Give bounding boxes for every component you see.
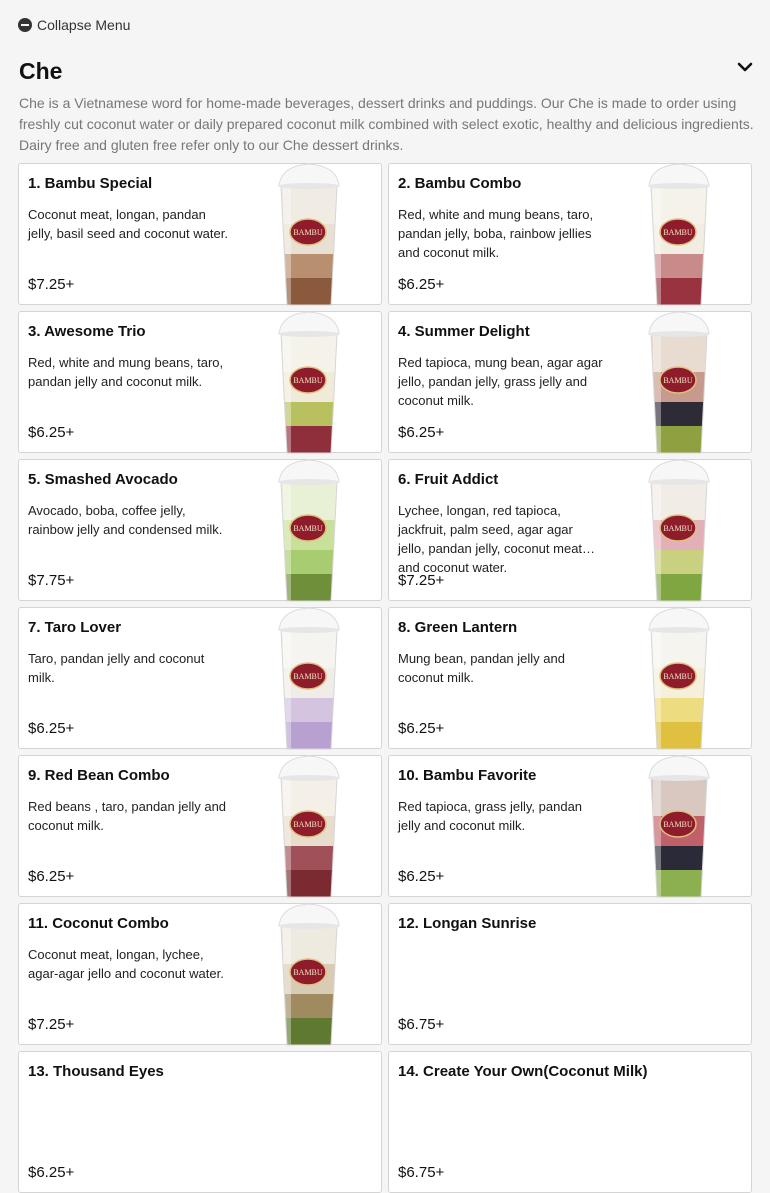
svg-text:BAMBU: BAMBU <box>293 376 323 385</box>
menu-item-price: $6.25+ <box>28 424 75 441</box>
menu-item-ingredients: Mung bean, pandan jelly and coconut milk. <box>398 651 565 685</box>
menu-item-card[interactable] <box>388 755 752 897</box>
menu-item-card[interactable] <box>388 903 752 1045</box>
drink-cup-image <box>629 606 729 751</box>
svg-text:BAMBU: BAMBU <box>663 228 693 237</box>
drink-cup-image <box>629 162 729 307</box>
menu-item-card[interactable] <box>388 459 752 601</box>
menu-item-price: $7.25+ <box>398 572 445 589</box>
drink-cup-image <box>629 458 729 603</box>
svg-text:BAMBU: BAMBU <box>293 228 323 237</box>
category-description: Che is a Vietnamese word for home-made beverages, dessert drinks and puddings. Our Che is made to order using freshly cut coconut water or daily prepared coconut milk combined with select exotic, healthy and delicious ingredients. Dairy free and gluten free refer only to our Che dessert drinks. <box>19 95 754 153</box>
drink-cup-image <box>259 606 359 751</box>
menu-item-ingredients: Lychee, longan, red tapioca, jackfruit, palm seed, agar agar jello, pandan jelly, coconut meat and coconut water. <box>398 503 583 575</box>
menu-item-price: $6.25+ <box>28 868 75 885</box>
menu-item-price: $6.75+ <box>398 1016 445 1033</box>
drink-cup-image <box>259 310 359 455</box>
menu-item-card[interactable] <box>18 1051 382 1193</box>
minus-circle-icon <box>18 18 32 32</box>
menu-item-name: 3. Awesome Trio <box>28 323 146 340</box>
menu-item-card[interactable] <box>18 903 382 1045</box>
svg-text:BAMBU: BAMBU <box>293 672 323 681</box>
menu-item-ingredients: Red tapioca, mung bean, agar agar jello, pandan jelly, grass jelly and coconut milk. <box>398 355 603 408</box>
category-title: Che <box>19 58 63 84</box>
menu-item-price: $7.25+ <box>28 276 75 293</box>
menu-item-name: 5. Smashed Avocado <box>28 471 178 488</box>
menu-item-price: $7.25+ <box>28 1016 75 1033</box>
menu-item-ingredients: Avocado, boba, coffee jelly, rainbow jelly and condensed milk. <box>28 503 223 537</box>
menu-item-price: $6.25+ <box>28 1164 75 1181</box>
svg-text:BAMBU: BAMBU <box>293 820 323 829</box>
chevron-down-icon[interactable] <box>735 60 755 74</box>
menu-item-card[interactable] <box>18 459 382 601</box>
collapse-menu-label: Collapse Menu <box>37 17 131 33</box>
menu-item-ingredients: Red tapioca, grass jelly, pandan jelly and coconut milk. <box>398 799 583 833</box>
menu-item-ingredients: Taro, pandan jelly and coconut milk. <box>28 651 205 685</box>
menu-item-ingredients: Red, white and mung beans, taro, pandan jelly, boba, rainbow jellies and coconut milk. <box>398 207 594 260</box>
drink-cup-image <box>629 310 729 455</box>
drink-cup-image <box>259 902 359 1047</box>
menu-item-name: 6. Fruit Addict <box>398 471 499 488</box>
menu-item-price: $6.75+ <box>398 1164 445 1181</box>
menu-item-name: 4. Summer Delight <box>398 323 530 340</box>
menu-item-price: $6.25+ <box>398 868 445 885</box>
menu-item-card[interactable] <box>388 1051 752 1193</box>
svg-text:BAMBU: BAMBU <box>293 968 323 977</box>
svg-text:BAMBU: BAMBU <box>663 524 693 533</box>
menu-item-ingredients: Coconut meat, longan, lychee, agar-agar jello and coconut water. <box>28 947 224 981</box>
drink-cup-image <box>259 754 359 899</box>
menu-item-card[interactable] <box>18 311 382 453</box>
menu-item-name: 2. Bambu Combo <box>398 175 522 192</box>
menu-item-card[interactable] <box>18 163 382 305</box>
menu-item-card[interactable] <box>388 311 752 453</box>
menu-item-name: 12. Longan Sunrise <box>398 915 537 932</box>
svg-text:BAMBU: BAMBU <box>663 672 693 681</box>
menu-item-card[interactable] <box>18 755 382 897</box>
drink-cup-image <box>259 162 359 307</box>
menu-item-name: 13. Thousand Eyes <box>28 1063 164 1080</box>
svg-text:BAMBU: BAMBU <box>663 820 693 829</box>
menu-item-name: 9. Red Bean Combo <box>28 767 170 784</box>
svg-text:BAMBU: BAMBU <box>663 376 693 385</box>
menu-items-grid <box>18 163 752 1193</box>
menu-item-ingredients: Red, white and mung beans, taro, pandan jelly and coconut milk. <box>28 355 224 389</box>
menu-item-card[interactable] <box>18 607 382 749</box>
menu-item-name: 1. Bambu Special <box>28 175 153 192</box>
svg-text:BAMBU: BAMBU <box>293 524 323 533</box>
menu-item-card[interactable] <box>388 163 752 305</box>
menu-item-ingredients: Coconut meat, longan, pandan jelly, basil seed and coconut water. <box>28 207 228 241</box>
menu-item-name: 7. Taro Lover <box>28 619 122 636</box>
menu-item-ingredients: Red beans , taro, pandan jelly and coconut milk. <box>28 799 227 833</box>
menu-item-price: $6.25+ <box>28 720 75 737</box>
menu-item-price: $7.75+ <box>28 572 75 589</box>
menu-item-price: $6.25+ <box>398 424 445 441</box>
collapse-menu-button[interactable] <box>18 17 130 33</box>
menu-item-price: $6.25+ <box>398 720 445 737</box>
menu-item-name: 11. Coconut Combo <box>28 915 169 932</box>
menu-item-name: 10. Bambu Favorite <box>398 767 537 784</box>
menu-item-card[interactable] <box>388 607 752 749</box>
menu-item-name: 14. Create Your Own(Coconut Milk) <box>398 1063 648 1080</box>
drink-cup-image <box>259 458 359 603</box>
drink-cup-image <box>629 754 729 899</box>
menu-item-price: $6.25+ <box>398 276 445 293</box>
menu-item-name: 8. Green Lantern <box>398 619 518 636</box>
